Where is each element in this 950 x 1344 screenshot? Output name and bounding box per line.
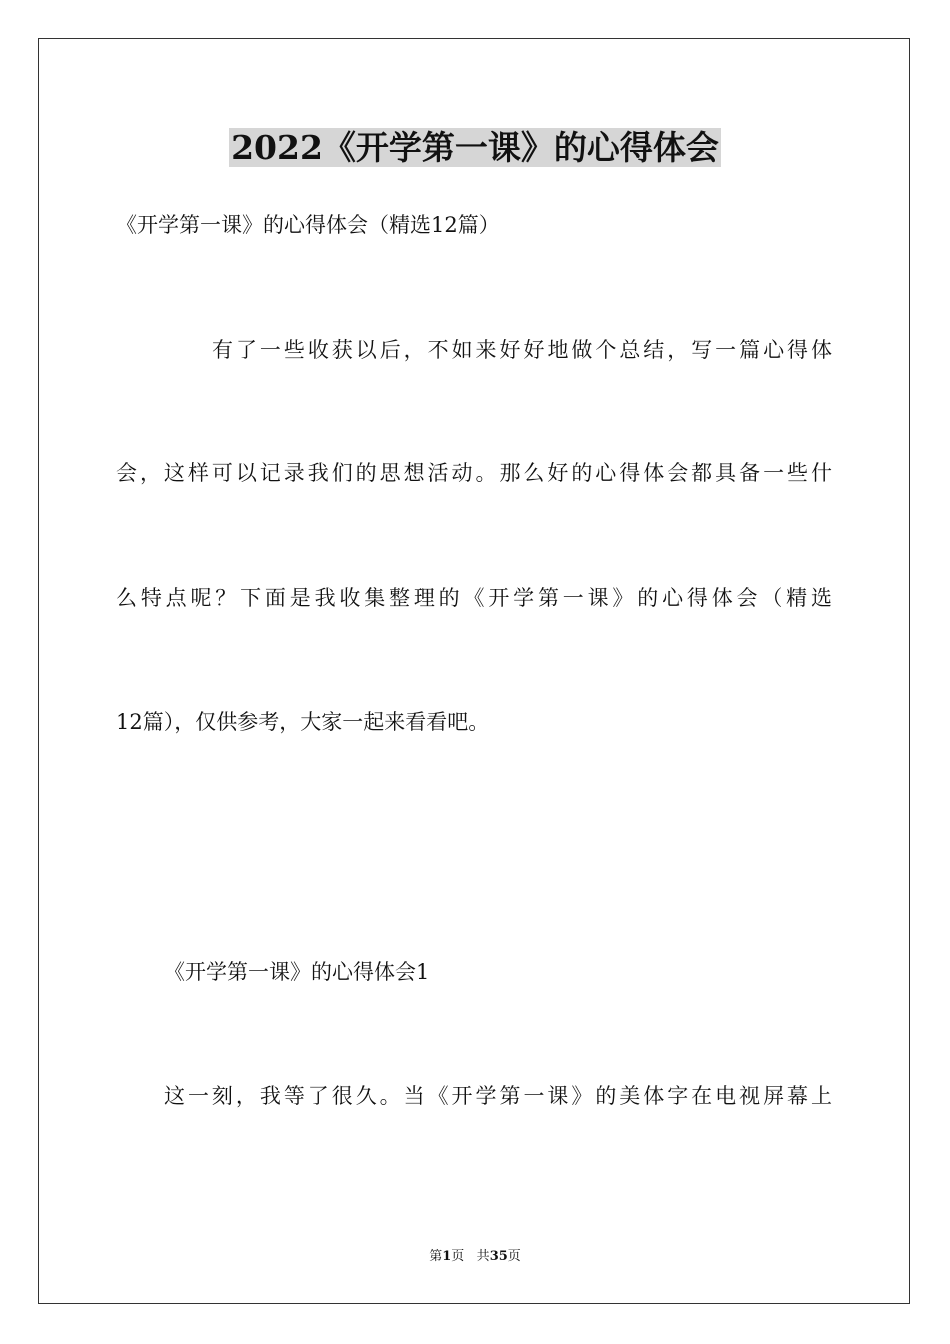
document-subtitle: 《开学第一课》的心得体会（精选12篇） — [116, 213, 500, 237]
intro-line-3: 么特点呢？下面是我收集整理的《开学第一课》的心得体会（精选 — [116, 586, 832, 610]
document-title-text: 2022《开学第一课》的心得体会 — [231, 128, 719, 167]
document-title — [0, 126, 950, 170]
total-pages: 35 — [489, 1249, 508, 1264]
total-label-prefix: 共 — [476, 1249, 490, 1264]
intro-line-2: 会，这样可以记录我们的思想活动。那么好的心得体会都具备一些什 — [116, 461, 832, 485]
section-heading: 《开学第一课》的心得体会1 — [164, 960, 430, 984]
page-footer — [0, 1248, 950, 1266]
page-label-prefix: 第 — [429, 1249, 443, 1264]
total-label-suffix: 页 — [507, 1249, 521, 1264]
intro-line-4: 12篇），仅供参考，大家一起来看看吧。 — [116, 710, 490, 734]
page-label-suffix: 页 — [451, 1249, 465, 1264]
page-number: 1 — [442, 1249, 452, 1264]
section-first-line: 这一刻，我等了很久。当《开学第一课》的美体字在电视屏幕上 — [164, 1084, 832, 1108]
intro-line-1: 有了一些收获以后，不如来好好地做个总结，写一篇心得体 — [212, 338, 832, 362]
